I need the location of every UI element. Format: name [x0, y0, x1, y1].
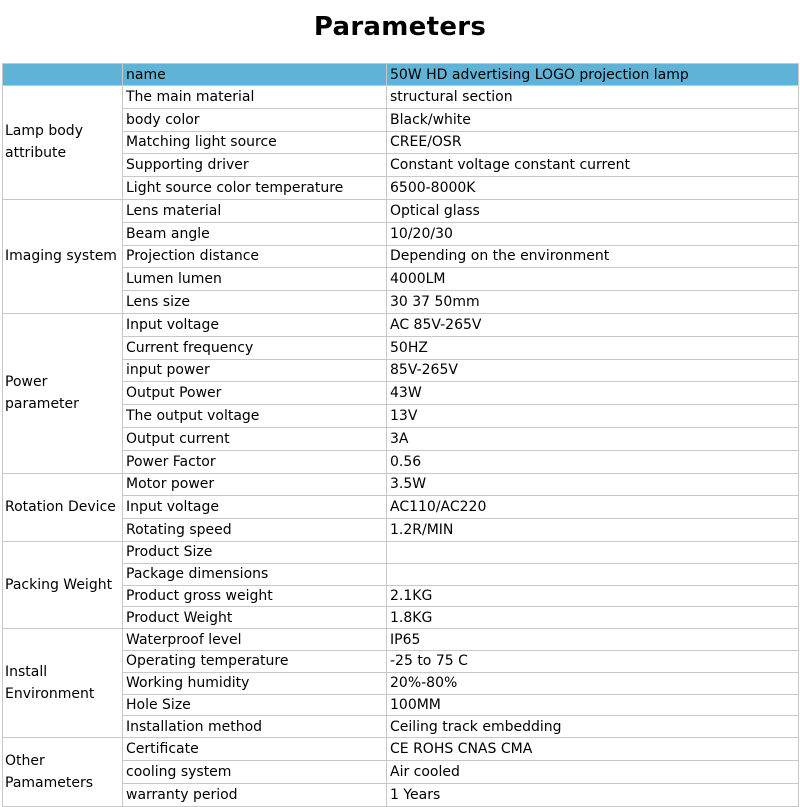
- parameter-label-cell: warranty period: [123, 783, 387, 806]
- parameter-label-cell: cooling system: [123, 760, 387, 783]
- parameter-label-cell: The main material: [123, 86, 387, 109]
- parameter-label-cell: Lumen lumen: [123, 268, 387, 291]
- parameter-label-cell: Output current: [123, 427, 387, 450]
- parameter-value-cell: CREE/OSR: [387, 131, 799, 154]
- parameter-value-cell: 1.8KG: [387, 607, 799, 629]
- parameter-label-cell: Waterproof level: [123, 629, 387, 651]
- table-row: [3, 496, 799, 519]
- parameter-value-cell: 20%-80%: [387, 672, 799, 694]
- table-row: [3, 336, 799, 359]
- parameter-label-cell: Lens size: [123, 291, 387, 314]
- parameter-label-cell: Certificate: [123, 738, 387, 761]
- parameter-label-cell: Package dimensions: [123, 563, 387, 585]
- group-name-cell: Other Pamameters: [3, 738, 123, 806]
- table-row: [3, 359, 799, 382]
- parameter-label-cell: Rotating speed: [123, 519, 387, 542]
- table-row: [3, 694, 799, 716]
- parameter-label-cell: input power: [123, 359, 387, 382]
- table-row: [3, 519, 799, 542]
- parameter-label-cell: Product Size: [123, 541, 387, 563]
- parameter-value-cell: Constant voltage constant current: [387, 154, 799, 177]
- parameter-label-cell: Projection distance: [123, 245, 387, 268]
- table-row: [3, 427, 799, 450]
- parameter-label-cell: Power Factor: [123, 450, 387, 473]
- parameter-value-cell: 3A: [387, 427, 799, 450]
- table-row: [3, 473, 799, 496]
- parameter-value-cell: AC 85V-265V: [387, 313, 799, 336]
- group-name-cell: Lamp body attribute: [3, 86, 123, 200]
- parameter-value-cell: 50HZ: [387, 336, 799, 359]
- table-row: [3, 86, 799, 109]
- table-row: [3, 222, 799, 245]
- parameter-value-cell: 85V-265V: [387, 359, 799, 382]
- table-row: [3, 108, 799, 131]
- parameters-table-body: [3, 64, 799, 807]
- table-row: [3, 291, 799, 314]
- table-row: [3, 783, 799, 806]
- parameter-value-cell: Air cooled: [387, 760, 799, 783]
- table-row: [3, 382, 799, 405]
- table-row: [3, 450, 799, 473]
- parameter-value-cell: IP65: [387, 629, 799, 651]
- parameter-value-cell: 0.56: [387, 450, 799, 473]
- parameter-value-cell: 30 37 50mm: [387, 291, 799, 314]
- table-row: [3, 405, 799, 428]
- parameter-value-cell: CE ROHS CNAS CMA: [387, 738, 799, 761]
- parameter-label-cell: Output Power: [123, 382, 387, 405]
- parameter-label-cell: Current frequency: [123, 336, 387, 359]
- table-row: [3, 629, 799, 651]
- header-blank-cell: [3, 64, 123, 86]
- group-name-cell: Rotation Device: [3, 473, 123, 541]
- parameter-value-cell: Depending on the environment: [387, 245, 799, 268]
- parameter-value-cell: Ceiling track embedding: [387, 716, 799, 738]
- parameter-value-cell: 1 Years: [387, 783, 799, 806]
- table-row: [3, 131, 799, 154]
- parameter-value-cell: [387, 541, 799, 563]
- parameter-value-cell: 3.5W: [387, 473, 799, 496]
- parameter-value-cell: 4000LM: [387, 268, 799, 291]
- parameter-label-cell: Input voltage: [123, 313, 387, 336]
- parameter-label-cell: body color: [123, 108, 387, 131]
- parameters-table: [2, 63, 799, 807]
- parameter-label-cell: Hole Size: [123, 694, 387, 716]
- parameter-value-cell: 10/20/30: [387, 222, 799, 245]
- table-row: [3, 313, 799, 336]
- parameter-label-cell: Operating temperature: [123, 650, 387, 672]
- header-value-cell: 50W HD advertising LOGO projection lamp: [387, 64, 799, 86]
- parameter-label-cell: Installation method: [123, 716, 387, 738]
- table-row: [3, 268, 799, 291]
- table-row: [3, 650, 799, 672]
- table-row: [3, 541, 799, 563]
- parameter-label-cell: Input voltage: [123, 496, 387, 519]
- parameter-label-cell: Supporting driver: [123, 154, 387, 177]
- parameter-value-cell: 6500-8000K: [387, 177, 799, 200]
- parameter-label-cell: Lens material: [123, 199, 387, 222]
- table-row: [3, 738, 799, 761]
- table-row: [3, 760, 799, 783]
- parameter-value-cell: AC110/AC220: [387, 496, 799, 519]
- parameter-label-cell: Light source color temperature: [123, 177, 387, 200]
- parameter-label-cell: The output voltage: [123, 405, 387, 428]
- parameter-label-cell: Product Weight: [123, 607, 387, 629]
- table-row: [3, 716, 799, 738]
- parameter-value-cell: 1.2R/MIN: [387, 519, 799, 542]
- parameter-label-cell: Matching light source: [123, 131, 387, 154]
- table-row: [3, 607, 799, 629]
- table-row: [3, 177, 799, 200]
- page-title: Parameters: [313, 12, 487, 42]
- parameter-value-cell: 43W: [387, 382, 799, 405]
- parameter-label-cell: Motor power: [123, 473, 387, 496]
- parameter-value-cell: 2.1KG: [387, 585, 799, 607]
- parameter-value-cell: 13V: [387, 405, 799, 428]
- table-header-row: [3, 64, 799, 86]
- parameter-value-cell: 100MM: [387, 694, 799, 716]
- parameter-value-cell: -25 to 75 C: [387, 650, 799, 672]
- table-row: [3, 563, 799, 585]
- parameter-value-cell: [387, 563, 799, 585]
- parameter-value-cell: Optical glass: [387, 199, 799, 222]
- parameter-label-cell: Beam angle: [123, 222, 387, 245]
- table-row: [3, 154, 799, 177]
- group-name-cell: Power parameter: [3, 313, 123, 473]
- group-name-cell: Install Environment: [3, 629, 123, 738]
- parameter-value-cell: Black/white: [387, 108, 799, 131]
- header-label-cell: name: [123, 64, 387, 86]
- parameter-label-cell: Working humidity: [123, 672, 387, 694]
- group-name-cell: Packing Weight: [3, 541, 123, 628]
- parameter-value-cell: structural section: [387, 86, 799, 109]
- group-name-cell: Imaging system: [3, 199, 123, 313]
- table-row: [3, 672, 799, 694]
- parameter-label-cell: Product gross weight: [123, 585, 387, 607]
- table-row: [3, 585, 799, 607]
- table-row: [3, 199, 799, 222]
- table-row: [3, 245, 799, 268]
